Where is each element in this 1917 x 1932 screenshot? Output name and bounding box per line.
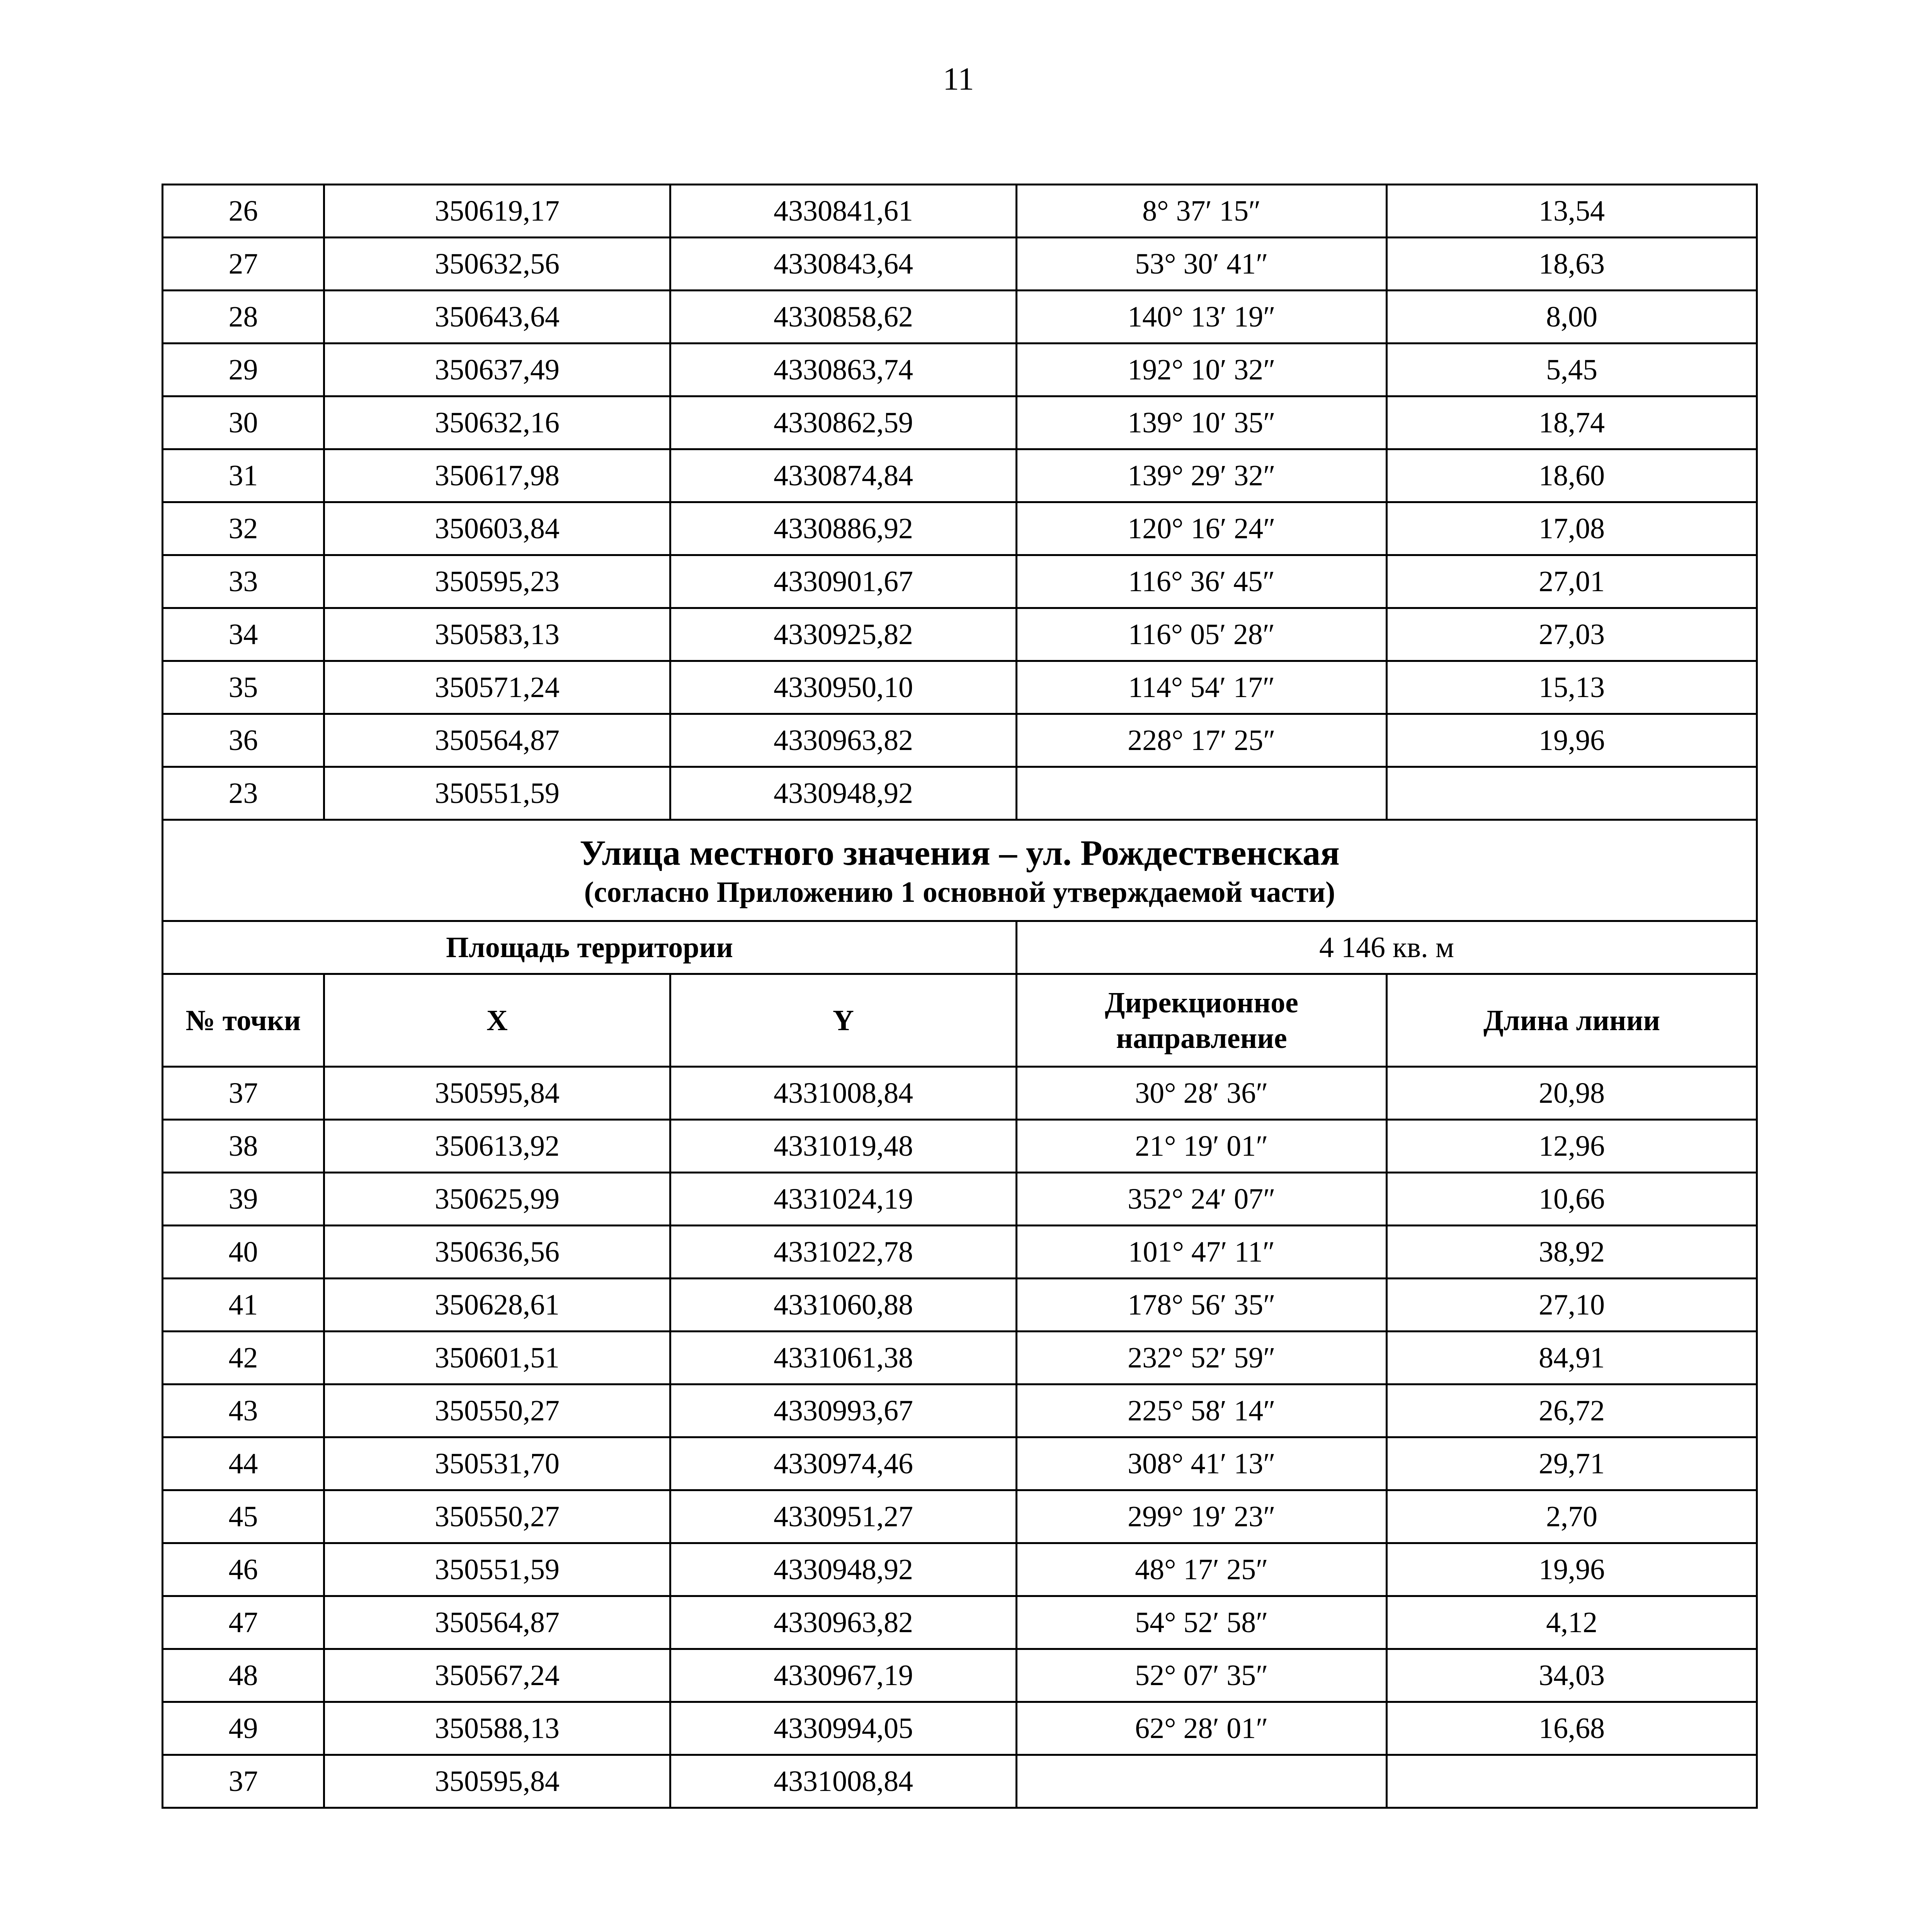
- cell-length: 18,74: [1387, 396, 1757, 449]
- cell-x: 350551,59: [324, 767, 670, 820]
- cell-point: 23: [163, 767, 324, 820]
- cell-y: 4331024,19: [670, 1173, 1017, 1226]
- section-title-cell: [163, 820, 1757, 921]
- area-row: [163, 921, 1757, 974]
- cell-direction: 228° 17′ 25″: [1017, 714, 1387, 767]
- cell-y: 4331022,78: [670, 1226, 1017, 1279]
- cell-direction: 116° 36′ 45″: [1017, 555, 1387, 608]
- cell-point: 38: [163, 1120, 324, 1173]
- cell-x: 350613,92: [324, 1120, 670, 1173]
- cell-point: 35: [163, 661, 324, 714]
- cell-direction: 30° 28′ 36″: [1017, 1067, 1387, 1120]
- cell-direction: 178° 56′ 35″: [1017, 1279, 1387, 1332]
- cell-x: 350603,84: [324, 502, 670, 555]
- cell-y: 4330862,59: [670, 396, 1017, 449]
- cell-y: 4330963,82: [670, 714, 1017, 767]
- cell-y: 4330874,84: [670, 449, 1017, 502]
- cell-y: 4331060,88: [670, 1279, 1017, 1332]
- cell-x: 350632,16: [324, 396, 670, 449]
- cell-point: 29: [163, 344, 324, 396]
- table-row: [163, 1543, 1757, 1596]
- area-label: Площадь территории: [163, 921, 1017, 974]
- cell-direction: 21° 19′ 01″: [1017, 1120, 1387, 1173]
- cell-length: 18,63: [1387, 238, 1757, 291]
- cell-y: 4330994,05: [670, 1702, 1017, 1755]
- cell-length: 29,71: [1387, 1437, 1757, 1490]
- rows-before: [163, 185, 1757, 820]
- table-row: [163, 714, 1757, 767]
- cell-x: 350601,51: [324, 1332, 670, 1384]
- rows-after: [163, 1067, 1757, 1808]
- table-row: [163, 185, 1757, 238]
- cell-direction: 53° 30′ 41″: [1017, 238, 1387, 291]
- cell-y: 4331008,84: [670, 1755, 1017, 1808]
- cell-length: 18,60: [1387, 449, 1757, 502]
- page-number: 11: [943, 61, 974, 97]
- header-direction: Дирекционное направление: [1017, 974, 1387, 1067]
- table-row: [163, 1067, 1757, 1120]
- cell-point: 30: [163, 396, 324, 449]
- table-row: [163, 661, 1757, 714]
- cell-point: 41: [163, 1279, 324, 1332]
- cell-y: 4330841,61: [670, 185, 1017, 238]
- cell-length: 2,70: [1387, 1490, 1757, 1543]
- cell-y: 4330925,82: [670, 608, 1017, 661]
- cell-y: 4330967,19: [670, 1649, 1017, 1702]
- table-row: [163, 1649, 1757, 1702]
- cell-length: 10,66: [1387, 1173, 1757, 1226]
- table-row: [163, 1490, 1757, 1543]
- table-row: [163, 1332, 1757, 1384]
- cell-direction: 192° 10′ 32″: [1017, 344, 1387, 396]
- cell-y: 4330951,27: [670, 1490, 1017, 1543]
- cell-length: 15,13: [1387, 661, 1757, 714]
- area-value: 4 146 кв. м: [1017, 921, 1757, 974]
- cell-y: 4330993,67: [670, 1384, 1017, 1437]
- cell-x: 350588,13: [324, 1702, 670, 1755]
- cell-direction: 62° 28′ 01″: [1017, 1702, 1387, 1755]
- cell-x: 350595,23: [324, 555, 670, 608]
- cell-point: 28: [163, 291, 324, 344]
- cell-y: 4330901,67: [670, 555, 1017, 608]
- cell-direction: 8° 37′ 15″: [1017, 185, 1387, 238]
- cell-y: 4330886,92: [670, 502, 1017, 555]
- cell-y: 4330863,74: [670, 344, 1017, 396]
- cell-direction: 308° 41′ 13″: [1017, 1437, 1387, 1490]
- cell-y: 4330948,92: [670, 1543, 1017, 1596]
- cell-x: 350636,56: [324, 1226, 670, 1279]
- coordinates-table: [162, 184, 1758, 1809]
- cell-point: 37: [163, 1755, 324, 1808]
- table-row: [163, 449, 1757, 502]
- cell-x: 350628,61: [324, 1279, 670, 1332]
- table-row: [163, 1437, 1757, 1490]
- header-length: Длина линии: [1387, 974, 1757, 1067]
- cell-length: [1387, 767, 1757, 820]
- section-title: Улица местного значения – ул. Рождественская: [580, 833, 1340, 872]
- cell-x: 350643,64: [324, 291, 670, 344]
- cell-direction: 139° 10′ 35″: [1017, 396, 1387, 449]
- cell-point: 33: [163, 555, 324, 608]
- cell-y: 4330948,92: [670, 767, 1017, 820]
- cell-x: 350595,84: [324, 1755, 670, 1808]
- cell-point: 43: [163, 1384, 324, 1437]
- table-row: [163, 767, 1757, 820]
- column-header-row: [163, 974, 1757, 1067]
- cell-x: 350564,87: [324, 714, 670, 767]
- table-row: [163, 1226, 1757, 1279]
- table-row: [163, 608, 1757, 661]
- cell-point: 48: [163, 1649, 324, 1702]
- cell-point: 46: [163, 1543, 324, 1596]
- cell-direction: 225° 58′ 14″: [1017, 1384, 1387, 1437]
- cell-point: 32: [163, 502, 324, 555]
- cell-length: 5,45: [1387, 344, 1757, 396]
- cell-x: 350625,99: [324, 1173, 670, 1226]
- cell-x: 350595,84: [324, 1067, 670, 1120]
- cell-length: 20,98: [1387, 1067, 1757, 1120]
- cell-direction: 116° 05′ 28″: [1017, 608, 1387, 661]
- cell-y: 4330843,64: [670, 238, 1017, 291]
- cell-x: 350567,24: [324, 1649, 670, 1702]
- cell-length: [1387, 1755, 1757, 1808]
- cell-point: 45: [163, 1490, 324, 1543]
- cell-x: 350551,59: [324, 1543, 670, 1596]
- cell-point: 44: [163, 1437, 324, 1490]
- cell-y: 4330963,82: [670, 1596, 1017, 1649]
- table-row: [163, 1702, 1757, 1755]
- cell-length: 38,92: [1387, 1226, 1757, 1279]
- cell-length: 16,68: [1387, 1702, 1757, 1755]
- table-row: [163, 238, 1757, 291]
- table-row: [163, 1120, 1757, 1173]
- cell-direction: 101° 47′ 11″: [1017, 1226, 1387, 1279]
- cell-length: 34,03: [1387, 1649, 1757, 1702]
- cell-length: 84,91: [1387, 1332, 1757, 1384]
- cell-x: 350550,27: [324, 1384, 670, 1437]
- table-row: [163, 1596, 1757, 1649]
- cell-direction: 54° 52′ 58″: [1017, 1596, 1387, 1649]
- cell-x: 350619,17: [324, 185, 670, 238]
- cell-point: 26: [163, 185, 324, 238]
- table-row: [163, 291, 1757, 344]
- table-row: [163, 1279, 1757, 1332]
- table-row: [163, 502, 1757, 555]
- cell-y: 4330974,46: [670, 1437, 1017, 1490]
- cell-direction: 232° 52′ 59″: [1017, 1332, 1387, 1384]
- header-point: № точки: [163, 974, 324, 1067]
- table-row: [163, 1755, 1757, 1808]
- cell-length: 4,12: [1387, 1596, 1757, 1649]
- cell-y: 4330858,62: [670, 291, 1017, 344]
- cell-point: 36: [163, 714, 324, 767]
- header-x: X: [324, 974, 670, 1067]
- cell-direction: 120° 16′ 24″: [1017, 502, 1387, 555]
- cell-point: 31: [163, 449, 324, 502]
- cell-x: 350617,98: [324, 449, 670, 502]
- cell-direction: 52° 07′ 35″: [1017, 1649, 1387, 1702]
- table-row: [163, 396, 1757, 449]
- table-row: [163, 1173, 1757, 1226]
- cell-point: 40: [163, 1226, 324, 1279]
- cell-x: 350637,49: [324, 344, 670, 396]
- cell-x: 350531,70: [324, 1437, 670, 1490]
- cell-x: 350632,56: [324, 238, 670, 291]
- cell-direction: [1017, 1755, 1387, 1808]
- cell-x: 350571,24: [324, 661, 670, 714]
- cell-length: 27,10: [1387, 1279, 1757, 1332]
- header-y: Y: [670, 974, 1017, 1067]
- cell-x: 350564,87: [324, 1596, 670, 1649]
- cell-length: 19,96: [1387, 714, 1757, 767]
- cell-y: 4330950,10: [670, 661, 1017, 714]
- cell-length: 17,08: [1387, 502, 1757, 555]
- cell-length: 12,96: [1387, 1120, 1757, 1173]
- cell-point: 27: [163, 238, 324, 291]
- cell-x: 350550,27: [324, 1490, 670, 1543]
- table-row: [163, 1384, 1757, 1437]
- cell-direction: 114° 54′ 17″: [1017, 661, 1387, 714]
- cell-point: 42: [163, 1332, 324, 1384]
- cell-y: 4331008,84: [670, 1067, 1017, 1120]
- cell-direction: [1017, 767, 1387, 820]
- cell-length: 19,96: [1387, 1543, 1757, 1596]
- cell-point: 37: [163, 1067, 324, 1120]
- cell-point: 34: [163, 608, 324, 661]
- cell-length: 27,03: [1387, 608, 1757, 661]
- table-row: [163, 344, 1757, 396]
- cell-direction: 48° 17′ 25″: [1017, 1543, 1387, 1596]
- cell-direction: 299° 19′ 23″: [1017, 1490, 1387, 1543]
- cell-direction: 139° 29′ 32″: [1017, 449, 1387, 502]
- table-row: [163, 555, 1757, 608]
- cell-length: 13,54: [1387, 185, 1757, 238]
- cell-direction: 352° 24′ 07″: [1017, 1173, 1387, 1226]
- cell-point: 47: [163, 1596, 324, 1649]
- cell-y: 4331061,38: [670, 1332, 1017, 1384]
- section-title-row: [163, 820, 1757, 921]
- cell-length: 8,00: [1387, 291, 1757, 344]
- cell-point: 39: [163, 1173, 324, 1226]
- cell-length: 26,72: [1387, 1384, 1757, 1437]
- section-header: [163, 820, 1757, 1067]
- cell-direction: 140° 13′ 19″: [1017, 291, 1387, 344]
- cell-x: 350583,13: [324, 608, 670, 661]
- section-subtitle: (согласно Приложению 1 основной утверждаемой части): [584, 876, 1335, 908]
- cell-point: 49: [163, 1702, 324, 1755]
- cell-length: 27,01: [1387, 555, 1757, 608]
- cell-y: 4331019,48: [670, 1120, 1017, 1173]
